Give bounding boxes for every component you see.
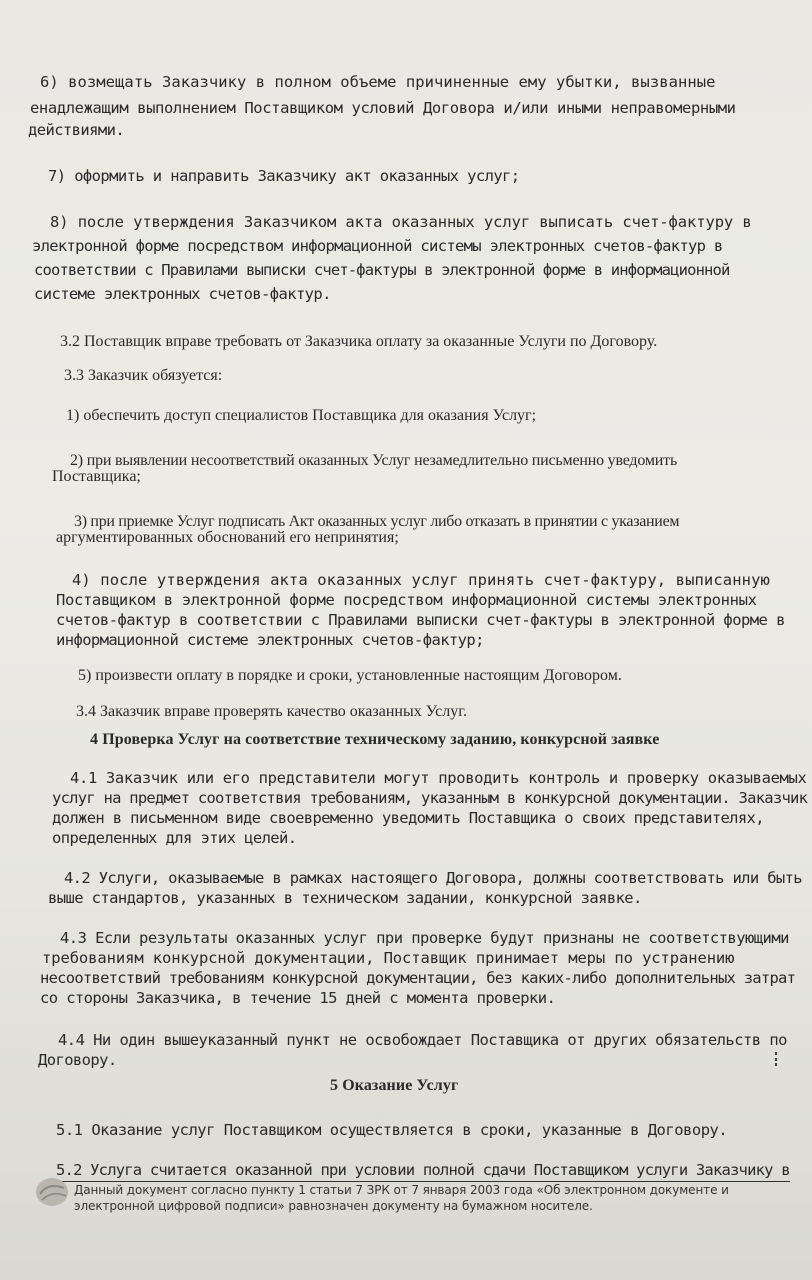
clause-3-2: 3.2 Поставщик вправе требовать от Заказчика оплату за оказанные Услуги по Договору. — [60, 333, 658, 350]
text-line: информационной системе электронных счетов-фактур; — [56, 631, 484, 649]
text-line: действиями. — [28, 121, 125, 139]
margin-mark — [774, 1052, 778, 1066]
text-line: 7) оформить и направить Заказчику акт оказанных услуг; — [48, 167, 520, 185]
clause-5-2: 5.2 Услуга считается оказанной при условии полной сдачи Поставщиком услуги Заказчику в — [56, 1160, 790, 1182]
footer-note-line: Данный документ согласно пункту 1 статьи 7 ЗРК от 7 января 2003 года «Об электронном документе и — [74, 1183, 729, 1197]
text-line: 4.1 Заказчик или его представители могут проводить контроль и проверку оказываемых — [70, 769, 807, 787]
text-line: 4.2 Услуги, оказываемые в рамках настоящего Договора, должны соответствовать или быть — [64, 869, 802, 887]
text-line: аргументированных обоснований его непринятия; — [56, 529, 399, 546]
clause-3-4: 3.4 Заказчик вправе проверять качество оказанных Услуг. — [76, 703, 467, 720]
text-line: енадлежащим выполнением Поставщиком условий Договора и/или иными неправомерными — [30, 99, 736, 117]
section-heading-5: 5 Оказание Услуг — [330, 1077, 459, 1094]
text-line: системе электронных счетов-фактур. — [34, 285, 331, 303]
text-line: 3) при приемке Услуг подписать Акт оказанных услуг либо отказать в принятии с указанием — [74, 513, 680, 530]
clause-5-1: 5.1 Оказание услуг Поставщиком осуществляется в сроки, указанные в Договору. — [56, 1121, 728, 1139]
text-line: услуг на предмет соответствия требованиям, указанным в конкурсной документации. Заказчик — [52, 789, 808, 807]
text-line: 5) произвести оплату в порядке и сроки, установленные настоящим Договором. — [78, 667, 622, 684]
text-line: электронной форме посредством информационной системы электронных счетов-фактур в — [32, 237, 723, 255]
section-heading-4: 4 Проверка Услуг на соответствие техническому заданию, конкурсной заявке — [90, 731, 660, 748]
text-line: 4.4 Ни один вышеуказанный пункт не освобождает Поставщика от других обязательств по — [58, 1031, 787, 1049]
text-line: Договору. — [38, 1051, 117, 1069]
text-line: 1) обеспечить доступ специалистов Поставщика для оказания Услуг; — [66, 407, 537, 424]
text-line: требованиям конкурсной документации, Поставщик принимает меры по устранению — [42, 949, 735, 967]
footer-note-line: электронной цифровой подписи» равнозначен документу на бумажном носителе. — [74, 1199, 593, 1213]
text-line: должен в письменном виде своевременно уведомить Поставщика о своих представителях, — [52, 809, 764, 827]
text-line: Поставщика; — [52, 468, 141, 485]
text-line: соответствии с Правилами выписки счет-фактуры в электронной форме в информационной — [34, 261, 730, 279]
text-line: со стороны Заказчика, в течение 15 дней с момента проверки. — [40, 989, 556, 1007]
text-line: 4) после утверждения акта оказанных услуг принять счет-фактуру, выписанную — [72, 571, 770, 589]
text-line: 8) после утверждения Заказчиком акта оказанных услуг выписать счет-фактуру в — [50, 213, 752, 231]
text-line: 2) при выявлении несоответствий оказанных Услуг незамедлительно письменно уведомить — [70, 452, 678, 469]
text-line: несоответствий требованиям конкурсной документации, без каких-либо дополнительных затрат — [40, 969, 796, 987]
text-line: счетов-фактур в соответствии с Правилами выписки счет-фактуры в электронной форме в — [56, 611, 785, 629]
text-line: 6) возмещать Заказчику в полном объеме причиненные ему убытки, вызванные — [40, 73, 716, 91]
text-line: выше стандартов, указанных в техническом задании, конкурсной заявке. — [48, 889, 642, 907]
text-line: 4.3 Если результаты оказанных услуг при проверке будут признаны не соответствующими — [60, 929, 789, 947]
text-line: Поставщиком в электронной форме посредством информационной системы электронных — [56, 591, 757, 609]
text-line: определенных для этих целей. — [52, 829, 297, 847]
clause-3-3: 3.3 Заказчик обязуется: — [64, 367, 223, 384]
e-signature-stamp-icon — [34, 1176, 70, 1208]
